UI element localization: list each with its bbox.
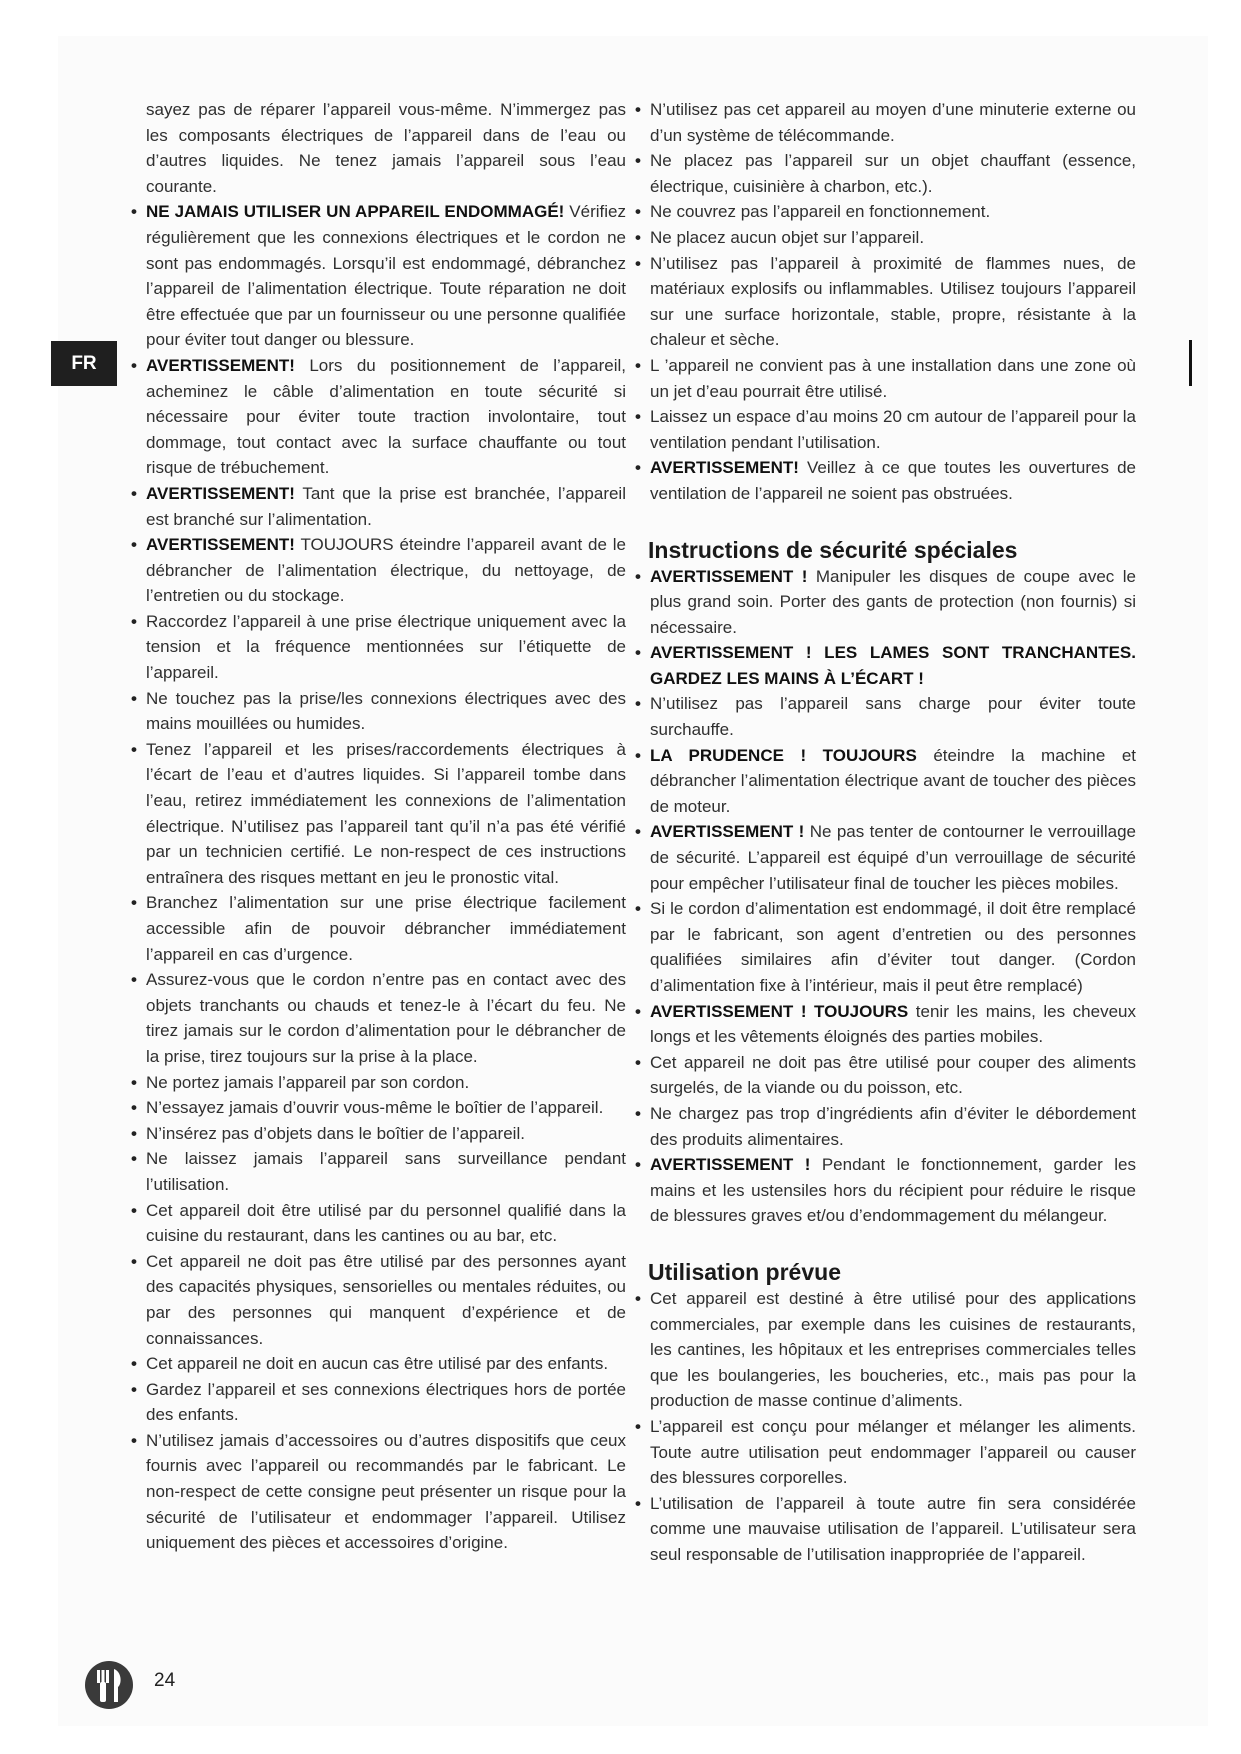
list-item — [146, 532, 626, 609]
list-item — [146, 1428, 626, 1556]
item-text: Tenez l’appareil et les prises/raccordements électriques à l’écart de l’eau et d’autres liquides. Si l’appareil tombe dans l’eau, retirez immédiatement les connexions de l’alimentation électrique. N’utilisez pas l’appareil tant qu’il n’a pas été vérifié par un technicien certifié. Le non-respect de ces instructions entraînera des risques mettant en jeu le pronostic vital. — [146, 739, 626, 887]
item-text: L’appareil est conçu pour mélanger et mélanger les aliments. Toute autre utilisation peut endommager l’appareil ou causer des blessures corporelles. — [650, 1416, 1136, 1488]
list-item — [650, 640, 1136, 691]
item-text: tenir les mains, les cheveux longs et les vêtements éloignés des parties mobiles. — [650, 1001, 1136, 1047]
item-text: Gardez l’appareil et ses connexions électriques hors de portée des enfants. — [146, 1379, 626, 1425]
item-text: N’utilisez pas l’appareil sans charge pour éviter toute surchauffe. — [650, 694, 1136, 740]
warning-label: AVERTISSEMENT ! — [650, 822, 805, 842]
list-item — [650, 1101, 1136, 1152]
right-column — [650, 97, 1136, 1567]
warning-label: AVERTISSEMENT! — [146, 355, 295, 375]
warning-label: NE JAMAIS UTILISER UN APPAREIL ENDOMMAGÉ! — [146, 202, 565, 222]
item-text: Ne placez aucun objet sur l’appareil. — [650, 227, 925, 247]
item-text: Manipuler les disques de coupe avec le plus grand soin. Porter des gants de protection (non fournis) si nécessaire. — [650, 566, 1137, 637]
list-item — [650, 999, 1136, 1050]
list-item — [146, 1377, 626, 1428]
warning-label: AVERTISSEMENT! — [650, 458, 799, 478]
list-item — [650, 743, 1136, 820]
item-text: Pendant le fonctionnement, garder les mains et les ustensiles hors du récipient pour réduire le risque de blessures graves et/ou d’endommagement du mélangeur. — [650, 1155, 1137, 1226]
warning-label: AVERTISSEMENT ! LES LAMES SONT TRANCHANTES. GARDEZ LES MAINS À L’ÉCART ! — [650, 643, 1136, 688]
item-text: Raccordez l’appareil à une prise électrique uniquement avec la tension et la fréquence mentionnées sur l’étiquette de l’appareil. — [146, 611, 626, 683]
list-item — [650, 199, 1136, 225]
item-text: N’essayez jamais d’ouvrir vous-même le boîtier de l’appareil. — [146, 1098, 604, 1118]
warning-label: AVERTISSEMENT ! TOUJOURS — [650, 1001, 909, 1021]
list-item — [146, 1198, 626, 1249]
item-text: Laissez un espace d’au moins 20 cm autour de l’appareil pour la ventilation pendant l’utilisation. — [650, 407, 1136, 452]
item-text: L’utilisation de l’appareil à toute autre fin sera considérée comme une mauvaise utilisation de l’appareil. L’utilisateur sera seul responsable de l’utilisation inappropriée de l’appareil. — [650, 1493, 1136, 1564]
item-text: Ne placez pas l’appareil sur un objet chauffant (essence, électrique, cuisinière à charbon, etc.). — [650, 151, 1136, 196]
list-item — [650, 819, 1136, 896]
item-text: L ’appareil ne convient pas à une installation dans une zone où un jet d’eau pourrait être utilisé. — [650, 355, 1136, 401]
list-item — [146, 737, 626, 891]
item-text: Lors du positionnement de l’appareil, acheminez le câble d’alimentation en toute sécurité si nécessaire pour éviter toute traction involontaire, tout dommage, tout contact avec la surface chauffante ou tout risque de trébuchement. — [146, 355, 626, 478]
item-text: Ne portez jamais l’appareil par son cordon. — [146, 1072, 470, 1092]
item-text: Cet appareil ne doit en aucun cas être utilisé par des enfants. — [146, 1354, 609, 1374]
list-item — [650, 1491, 1136, 1568]
item-text: Cet appareil ne doit pas être utilisé pour couper des aliments surgelés, de la viande ou du poisson, etc. — [650, 1052, 1136, 1098]
item-text: Cet appareil est destiné à être utilisé pour des applications commerciales, par exemple dans les cuisines de restaurants, les cantines, les hôpitaux et les entreprises commerciales telles que les boulangeries, les boucheries, etc., mais pas pour la production de masse continue d’aliments. — [650, 1288, 1136, 1411]
list-item — [650, 353, 1136, 404]
list-item — [146, 609, 626, 686]
item-text: éteindre la machine et débrancher l’alimentation électrique avant de toucher des pièces de moteur. — [650, 745, 1136, 816]
warning-label: AVERTISSEMENT! — [146, 535, 295, 555]
list-item — [146, 890, 626, 967]
item-text: Ne couvrez pas l’appareil en fonctionnement. — [650, 202, 991, 222]
list-item — [650, 148, 1136, 199]
item-text: Cet appareil doit être utilisé par du personnel qualifié dans la cuisine du restaurant, dans les cantines ou au bar, etc. — [146, 1200, 626, 1246]
item-text: Tant que la prise est branchée, l’appareil est branché sur l’alimentation. — [146, 483, 626, 529]
item-text: Cet appareil ne doit pas être utilisé par des personnes ayant des capacités physiques, sensorielles ou mentales réduites, ou par des personnes qui manquent d’expérience et de connaissances. — [146, 1251, 626, 1348]
special-safety-heading: Instructions de sécurité spéciales — [648, 536, 1018, 563]
cutlery-logo-icon — [84, 1660, 134, 1710]
item-text: Branchez l’alimentation sur une prise électrique facilement accessible afin de pouvoir débrancher immédiatement l’appareil en cas d’urgence. — [146, 893, 626, 964]
item-text: N’utilisez jamais d’accessoires ou d’autres dispositifs que ceux fournis avec l’appareil ou recommandés par le fabricant. Le non-respect de cette consigne peut présenter un risque pour la sécurité de l’utilisateur et endommager l’appareil. Utilisez uniquement des pièces et accessoires d’origine. — [146, 1430, 626, 1553]
item-text: N’insérez pas d’objets dans le boîtier de l’appareil. — [146, 1123, 525, 1143]
list-item — [650, 1286, 1136, 1414]
left-safety-list — [146, 199, 626, 1555]
list-item — [146, 1070, 626, 1096]
list-item — [650, 1050, 1136, 1101]
item-text: Ne chargez pas trop d’ingrédients afin d’éviter le débordement des produits alimentaires. — [650, 1103, 1136, 1149]
item-text: N’utilisez pas l’appareil à proximité de flammes nues, de matériaux explosifs ou inflammables. Utilisez toujours l’appareil sur une surface horizontale, stable, propre, résistante à la chaleur et sèche. — [650, 253, 1136, 350]
list-item — [650, 225, 1136, 251]
list-item — [650, 1152, 1136, 1229]
list-item — [146, 1249, 626, 1351]
intended-use-list — [650, 1286, 1136, 1568]
list-item — [650, 404, 1136, 455]
list-item — [650, 564, 1136, 641]
list-item — [146, 1146, 626, 1197]
page-edge-marker — [1189, 340, 1192, 386]
list-item — [146, 1095, 626, 1121]
warning-label: AVERTISSEMENT ! — [650, 566, 808, 586]
list-item — [146, 1351, 626, 1377]
list-item — [650, 455, 1136, 506]
warning-label: LA PRUDENCE ! TOUJOURS — [650, 745, 917, 765]
item-text: Ne pas tenter de contourner le verrouillage de sécurité. L’appareil est équipé d’un verrouillage de sécurité pour empêcher l’utilisateur final de toucher les pièces mobiles. — [650, 822, 1137, 893]
item-text: Ne touchez pas la prise/les connexions électriques avec des mains mouillées ou humides. — [146, 688, 626, 734]
list-item — [146, 967, 626, 1069]
list-item — [650, 896, 1136, 998]
item-text: Veillez à ce que toutes les ouvertures de ventilation de l’appareil ne soient pas obstruées. — [650, 458, 1136, 503]
left-column — [146, 97, 626, 1556]
warning-label: AVERTISSEMENT! — [146, 483, 295, 503]
item-text: N’utilisez pas cet appareil au moyen d’une minuterie externe ou d’un système de télécommande. — [650, 100, 1136, 145]
right-safety-list — [650, 97, 1136, 507]
list-item — [650, 1414, 1136, 1491]
list-item — [650, 691, 1136, 742]
warning-label: AVERTISSEMENT ! — [650, 1155, 811, 1175]
list-item — [146, 199, 626, 353]
intended-use-heading: Utilisation prévue — [648, 1258, 841, 1285]
item-text: Si le cordon d’alimentation est endommagé, il doit être remplacé par le fabricant, son agent d’entretien ou des personnes qualifiées similaires afin d’éviter tout danger. (Cordon d’alimentation fixe à l’intérieur, mais il peut être remplacé) — [650, 899, 1136, 995]
item-text: Ne laissez jamais l’appareil sans surveillance pendant l’utilisation. — [146, 1149, 626, 1194]
item-text: Assurez-vous que le cordon n’entre pas en contact avec des objets tranchants ou chauds et tenez-le à l’écart du feu. Ne tirez jamais sur le cordon d’alimentation pour le débrancher de la prise, tirez toujours sur la prise à la place. — [146, 970, 626, 1066]
list-item — [146, 686, 626, 737]
item-text: Vérifiez régulièrement que les connexions électriques et le cordon ne sont pas endommagés. Lorsqu’il est endommagé, débranchez l’appareil de l’alimentation électrique. Toute réparation ne doit être effectuée que par un fournisseur ou une personne qualifiée pour éviter tout danger ou blessure. — [146, 202, 626, 350]
list-item — [650, 97, 1136, 148]
list-item — [146, 1121, 626, 1147]
language-tab: FR — [51, 341, 117, 386]
page-number: 24 — [154, 1670, 176, 1691]
special-safety-list — [650, 564, 1136, 1229]
list-item — [146, 481, 626, 532]
intro-paragraph: sayez pas de réparer l’appareil vous-même. N’immergez pas les composants électriques de l’appareil dans de l’eau ou d’autres liquides. Ne tenez jamais l’appareil sous l’eau courante. — [146, 100, 626, 196]
item-text: TOUJOURS éteindre l’appareil avant de le débrancher de l’alimentation électrique, du nettoyage, de l’entretien ou du stockage. — [146, 535, 626, 606]
list-item — [146, 353, 626, 481]
list-item — [650, 251, 1136, 353]
